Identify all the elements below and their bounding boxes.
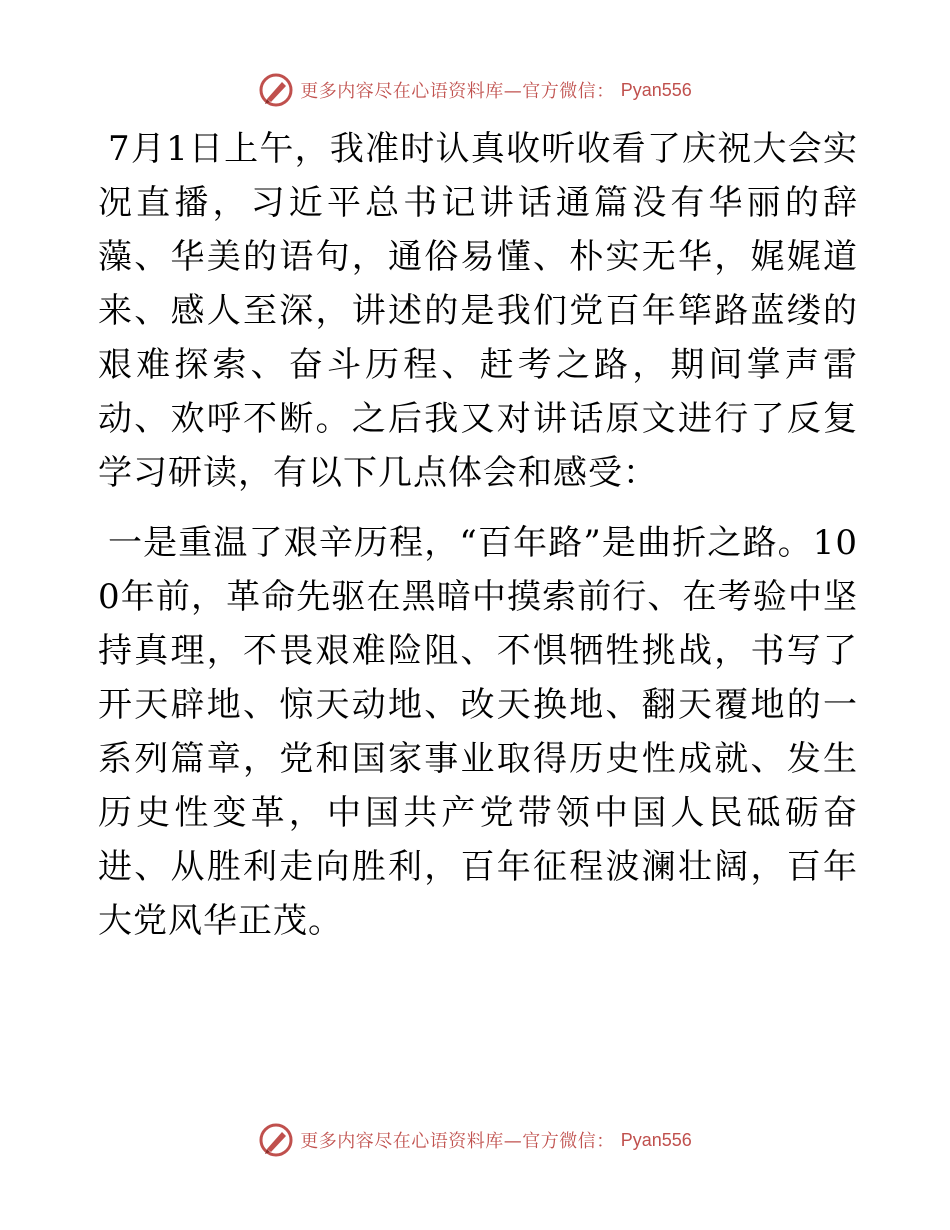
document-body [98, 122, 858, 948]
paragraph-1: 7月1日上午，我准时认真收听收看了庆祝大会实况直播，习近平总书记讲话通篇没有华丽的辞藻、华美的语句，通俗易懂、朴实无华，娓娓道来、感人至深，讲述的是我们党百年筚路蓝缕的艰难探索、奋斗历程、赶考之路，期间掌声雷动、欢呼不断。之后我又对讲话原文进行了反复学习研读，有以下几点体会和感受： [98, 129, 858, 493]
watermark-text: 更多内容尽在心语资料库—官方微信： [300, 1131, 615, 1152]
paragraph-2: 一是重温了艰辛历程，“百年路”是曲折之路。100年前，革命先驱在黑暗中摸索前行、在考验中坚持真理，不畏艰难险阻、不惧牺牲挑战，书写了开天辟地、惊天动地、改天换地、翻天覆地的一系列篇章，党和国家事业取得历史性成就、发生历史性变革，中国共产党带领中国人民砥砺奋进、从胜利走向胜利，百年征程波澜壮阔，百年大党风华正茂。 [98, 523, 858, 941]
pen-logo-icon [258, 1122, 294, 1158]
watermark-text: 更多内容尽在心语资料库—官方微信： [300, 81, 615, 102]
pen-logo-icon [258, 72, 294, 108]
watermark-wechat-id: Pyan556 [620, 1129, 692, 1150]
footer-watermark [0, 1120, 950, 1160]
watermark-wechat-id: Pyan556 [620, 79, 692, 100]
header-watermark [0, 70, 950, 110]
